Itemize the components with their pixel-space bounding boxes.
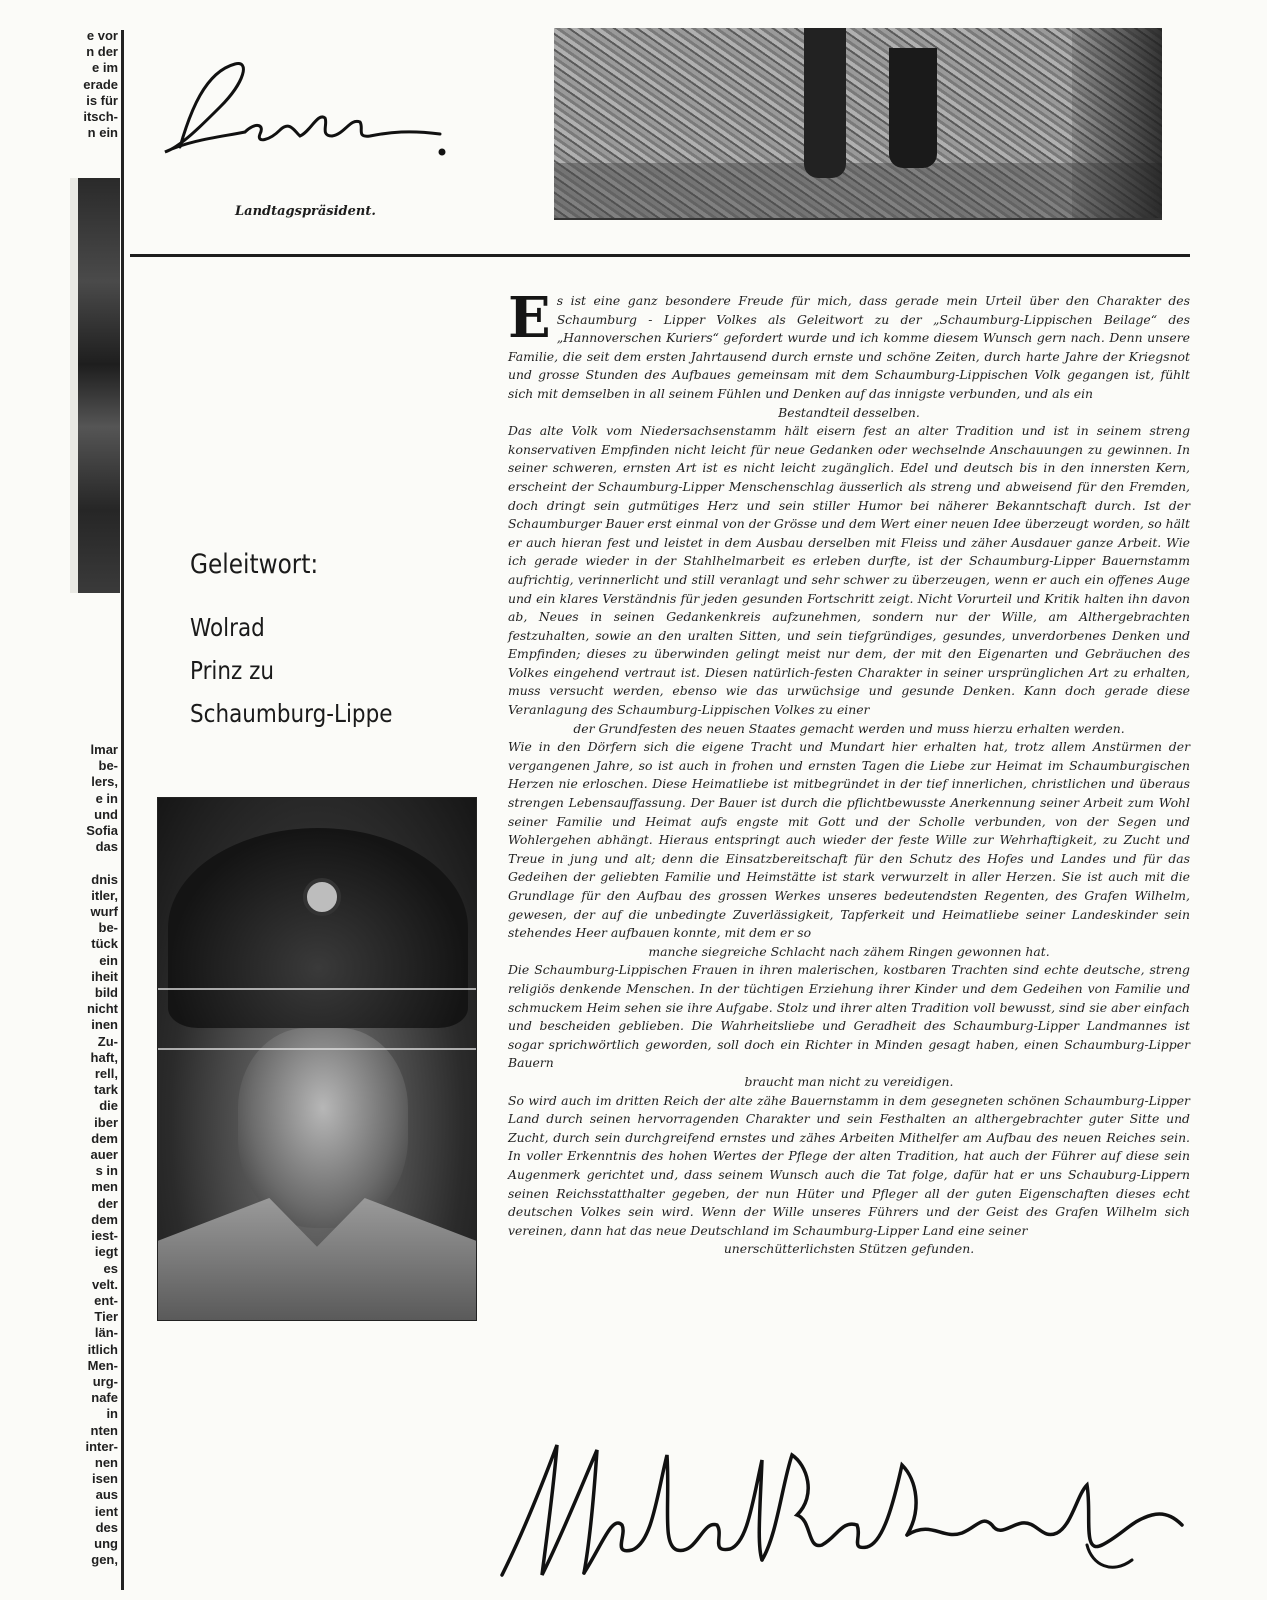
left-fragment: auer	[90, 1147, 118, 1163]
article-paragraph: Es ist eine ganz besondere Freude für mich, dass gerade mein Urteil über den Charakter des Schaumburg - Lipper Volkes als Geleitwort zu der „Schaumburg-Lippischen Beilage“ des „Hannoverschen Kuriers“ gefordert wurde und ich komme diesem Wunsch gern nach. Denn unsere Familie, die seit dem ersten Jahrtausend durch ernste und schöne Zeiten, durch harte Jahre der Kriegsnot und grosse Stunden des Aufbaues gemeinsam mit dem Schaumburg-Lippischen Volk gegangen ist, fühlt sich mit demselben in all seinem Fühlen und Denken auf das innigste verbunden, und als ein	[508, 285, 1190, 401]
left-fragment: ent-	[94, 1292, 118, 1308]
left-fragment: aus	[95, 1487, 118, 1503]
left-fragment: ung	[94, 1535, 118, 1551]
left-fragment: s in	[95, 1163, 118, 1179]
left-fragment: län-	[94, 1325, 118, 1341]
left-fragment: iegt	[94, 1244, 118, 1260]
left-fragment: in	[106, 1406, 118, 1422]
left-fragment: ein	[99, 952, 118, 968]
left-fragment: lmar	[90, 742, 118, 757]
left-fragment: dem	[91, 1130, 118, 1146]
left-fragment: und	[94, 806, 118, 822]
left-fragment: wurf	[90, 904, 118, 920]
left-fragment: nten	[90, 1422, 118, 1438]
author-signature	[462, 1425, 1192, 1590]
left-fragment: be-	[98, 920, 118, 936]
left-fragment: gen,	[91, 1552, 118, 1568]
left-fragment: des	[95, 1519, 118, 1535]
author-line: Schaumburg-Lippe	[190, 699, 393, 728]
left-fragment: urg-	[92, 1373, 118, 1389]
article-line: manche siegreiche Schlacht nach zähem Ringen gewonnen hat.	[648, 943, 1050, 959]
left-fragment: haft,	[90, 1049, 118, 1065]
left-fragment: e vor	[86, 28, 118, 43]
left-fragment: n der	[86, 44, 118, 60]
article-paragraph: Die Schaumburg-Lippischen Frauen in ihren malerischen, kostbaren Trachten sind echte deutsche, streng religiös denkende Menschen. In der tüchtigen Erziehung ihrer Kinder und dem Gedeihen von Familie und schmuckem Heim sehen sie ihre Aufgabe. Stolz und ihrer alten Tradition voll bewusst, sind sie aber einfach und bescheiden geblieben. Die Wahrheitsliebe und Geradheit des Schaumburg-Lipper Landmannes ist sogar sprichwörtlich geworden, soll doch ein Richter in Minden gesagt haben, einen Schaumburg-Lipper Bauern	[508, 962, 1190, 1071]
left-fragment: erade	[83, 76, 118, 92]
article-paragraph: Das alte Volk vom Niedersachsenstamm hält eisern fest an alter Tradition und ist in seinem streng konservativen Empfinden nicht leicht für neue Gedanken oder wechselnde Anschauungen zu gewinnen. In seiner schweren, ernsten Art ist es nicht leicht zugänglich. Edel und deutsch bis in den innersten Kern, erscheint der Schaumburg-Lipper Menschenschlag äusserlich als streng und abweisend für den Fremden, doch dringt sein gutmütiges Herz und sein stiller Humor bei näherer Bekanntschaft durch. Ist der Schaumburger Bauer erst einmal von der Grösse und dem Wert einer neuen Idee überzeugt worden, so hält er auch hieran fest und leistet in dem Ausbau derselben mit Fleiss und zäher Ausdauer ganze Arbeit. Wie ich gerade wieder in der Stahlhelmarbeit es erleben durfte, ist der Schaumburg-Lipper Bauernstamm aufrichtig, verinnerlicht und still veranlagt und sehr schwer zu überzeugen, wenn er auch ein offenes Auge und ein klares Verständnis für jeden gesunden Fortschritt zeigt. Nicht Vorurteil und Kritik halten ihn davon ab, Neues in seinen Gedankenkreis aufzunehmen, sondern nur der Wille, am Althergebrachten festzuhalten, sowie an den uralten Sitten, und sein tiefgründiges, gesundes, unverdorbenes Denken und Empfinden; dieses zu überwinden gelingt meist nur dem, der mit den Eigenarten und Gebräuchen des Volkes eingehend vertraut ist. Diesen natürlich-festen Charakter in seiner ursprünglichen Art zu erhalten, muss versucht werden, ebenso wie das urwüchsige und gesunde Denken. Kann doch gerade diese Veranlagung des Schaumburg-Lippischen Volkes zu einer	[508, 423, 1190, 718]
left-fragment: lers,	[91, 774, 118, 790]
left-fragment: dem	[91, 1211, 118, 1227]
left-fragment: rell,	[94, 1066, 118, 1082]
left-fragment: inen	[91, 1017, 118, 1033]
author-name	[190, 606, 392, 735]
author-line: Prinz zu	[190, 656, 275, 685]
left-fragment: tück	[91, 936, 118, 952]
left-fragment	[86, 855, 119, 871]
author-line: Wolrad	[190, 613, 265, 642]
left-fragment: ient	[94, 1503, 118, 1519]
left-fragment: die	[99, 1098, 118, 1114]
left-fragment: Tier	[94, 1309, 118, 1325]
article-paragraph: Wie in den Dörfern sich die eigene Tracht und Mundart hier erhalten hat, trotz allem Anstürmen der vergangenen Jahre, so ist auch in frohen und ernsten Tagen die Liebe zur Heimat im Schaumburgischen Herzen nie erloschen. Diese Heimatliebe ist mitbegründet in der tief innerlichen, christlichen und überaus strengen Lebensauffassung. Der Bauer ist durch die pflichtbewusste Anerkennung seiner Arbeit zum Wohl seiner Familie und Heimat aufs engste mit Gott und der Scholle verbunden, von der Segen und Wohlergehen abhängt. Hieraus entspringt auch wieder der feste Wille zur Wehrhaftigkeit, zu Zucht und Treue in jung und alt; denn die Einsatzbereitschaft für den Schutz des Hofes und Landes und für das Gedeihen der geliebten Familie und Heimstätte ist stark verwurzelt in aller Herzen. Sie ist auch mit die Grundlage für den Aufbau des grossen Werkes unseres bedeutendsten Regenten, des Grafen Wilhelm, gewesen, der auf die unbedingte Zuverlässigkeit, Tapferkeit und Heimatliebe seiner Landeskinder sein stehendes Heer aufbauen konnte, mit dem er so	[508, 739, 1190, 941]
portrait-photo	[157, 797, 477, 1321]
left-fragment: iest-	[91, 1228, 118, 1244]
section-divider	[130, 254, 1190, 257]
left-column-rule	[121, 30, 124, 1590]
left-fragment: nen	[94, 1454, 118, 1470]
left-fragment: e im	[91, 60, 118, 76]
left-fragment: velt.	[91, 1276, 118, 1292]
left-fragment: der	[97, 1195, 118, 1211]
top-photo	[554, 28, 1162, 220]
left-fragment: Men-	[87, 1357, 118, 1373]
left-fragment: Sofia	[86, 823, 118, 839]
article-line: der Grundfesten des neuen Staates gemacht werden und muss hierzu erhalten werden.	[573, 720, 1125, 736]
left-fragment: iber	[94, 1114, 118, 1130]
article-line: Bestandteil desselben.	[778, 404, 920, 420]
left-fragment: inter-	[85, 1438, 118, 1454]
left-fragment: be-	[98, 758, 118, 774]
left-fragment: itsch-	[83, 109, 118, 125]
left-fragment: isen	[91, 1471, 118, 1487]
left-fragments-top	[62, 28, 118, 141]
left-fragment: is für	[86, 92, 118, 108]
left-fragment: dnis	[91, 871, 118, 887]
left-fragment: itlich	[87, 1341, 118, 1357]
left-fragment: iheit	[91, 968, 118, 984]
left-fragment: tark	[94, 1082, 118, 1098]
left-fragment: men	[91, 1179, 118, 1195]
left-fragment: e in	[95, 790, 118, 806]
left-fragment: es	[103, 1260, 118, 1276]
article-paragraph: So wird auch im dritten Reich der alte zähe Bauernstamm in dem gesegneten schönen Schaumburg-Lipper Land durch seinen hervorragenden Charakter und sein Festhalten an althergebrachter guter Sitte und Zucht, durch sein durchgreifend ernstes und zähes Arbeiten Mithelfer am Aufbau des neuen Reiches sein. In voller Erkenntnis des hohen Wertes der Pflege der alten Tradition, hat auch der Führer auf diese sein Augenmerk gerichtet und, dass seinem Wunsch auch die Tat folge, dafür hat er uns Schauburg-Lippern seinen Reichsstatthalter gegeben, der nun Hüter und Pfleger all der guten Eigenschaften dieses echt deutschen Volkes sein wird. Wenn der Wille unseres Führers und der Geist des Grafen Wilhelm sich vereinen, dann hat das neue Deutschland im Schaumburg-Lipper Land eine seiner	[508, 1092, 1190, 1238]
landtag-president-signature	[150, 52, 460, 172]
page-title: Geleitwort:	[190, 549, 319, 580]
left-fragment: n ein	[87, 125, 118, 141]
article-line: unerschütterlichsten Stützen gefunden.	[723, 1241, 975, 1257]
left-fragment: nafe	[91, 1390, 118, 1406]
article-body	[508, 285, 1190, 1259]
drop-cap: E	[508, 285, 551, 351]
left-fragment: Zu-	[97, 1033, 118, 1049]
left-fragment: das	[95, 839, 118, 855]
left-fragment: bild	[94, 985, 118, 1001]
left-fragment: itler,	[91, 887, 118, 903]
left-fragments-bottom	[86, 742, 119, 1568]
left-fragment: nicht	[86, 1001, 118, 1017]
left-cutoff-photo	[70, 178, 120, 593]
article-line: braucht man nicht zu vereidigen.	[744, 1073, 954, 1089]
president-caption: Landtagspräsident.	[235, 204, 376, 219]
